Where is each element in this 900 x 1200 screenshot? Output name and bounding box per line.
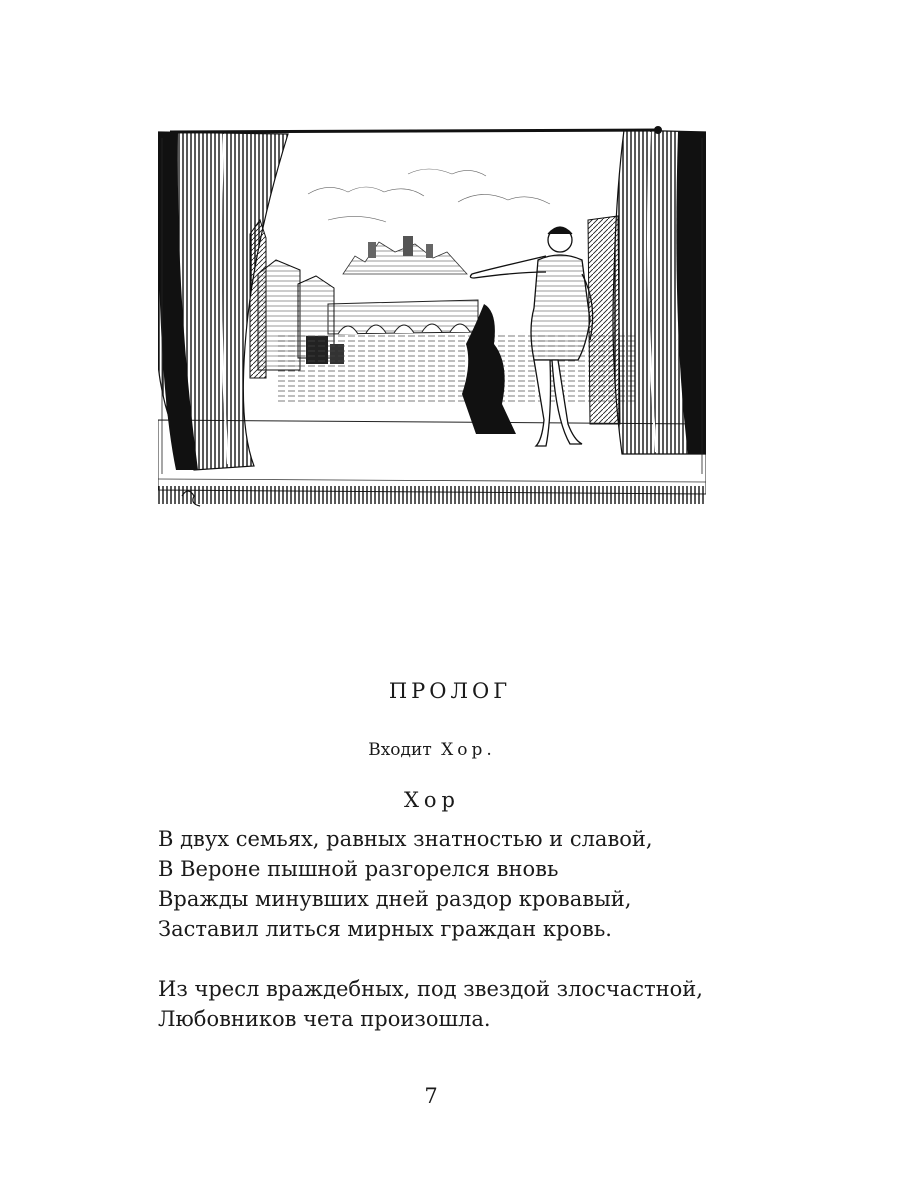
stanza [158, 974, 758, 1034]
stage-engraving-drawing [158, 124, 706, 510]
distant-castle [343, 236, 467, 274]
verse-line: Заставил литься мирных граждан кровь. [158, 917, 612, 941]
stage-direction-verb: Входит [368, 740, 432, 760]
page-number: 7 [424, 1084, 438, 1108]
verse-line: В Вероне пышной разгорелся вновь [158, 857, 559, 881]
stage-engraving [158, 124, 706, 510]
verse-line: Из чресл враждебных, под звездой злосчастной, [158, 977, 703, 1001]
speaker-name: Хор [403, 788, 461, 812]
verse-line: В двух семьях, равных знатностью и славой, [158, 827, 653, 851]
stanza [158, 824, 758, 944]
verse-line: Любовников чета произошла. [158, 1007, 491, 1031]
sky [308, 169, 550, 222]
verse-text [158, 824, 758, 1064]
bridge [328, 300, 478, 334]
stage-direction-character: Хор. [441, 740, 496, 760]
verse-line: Вражды минувших дней раздор кровавый, [158, 887, 632, 911]
right-curtain [613, 130, 706, 454]
section-title: ПРОЛОГ [388, 679, 512, 703]
stage-direction [0, 740, 864, 760]
